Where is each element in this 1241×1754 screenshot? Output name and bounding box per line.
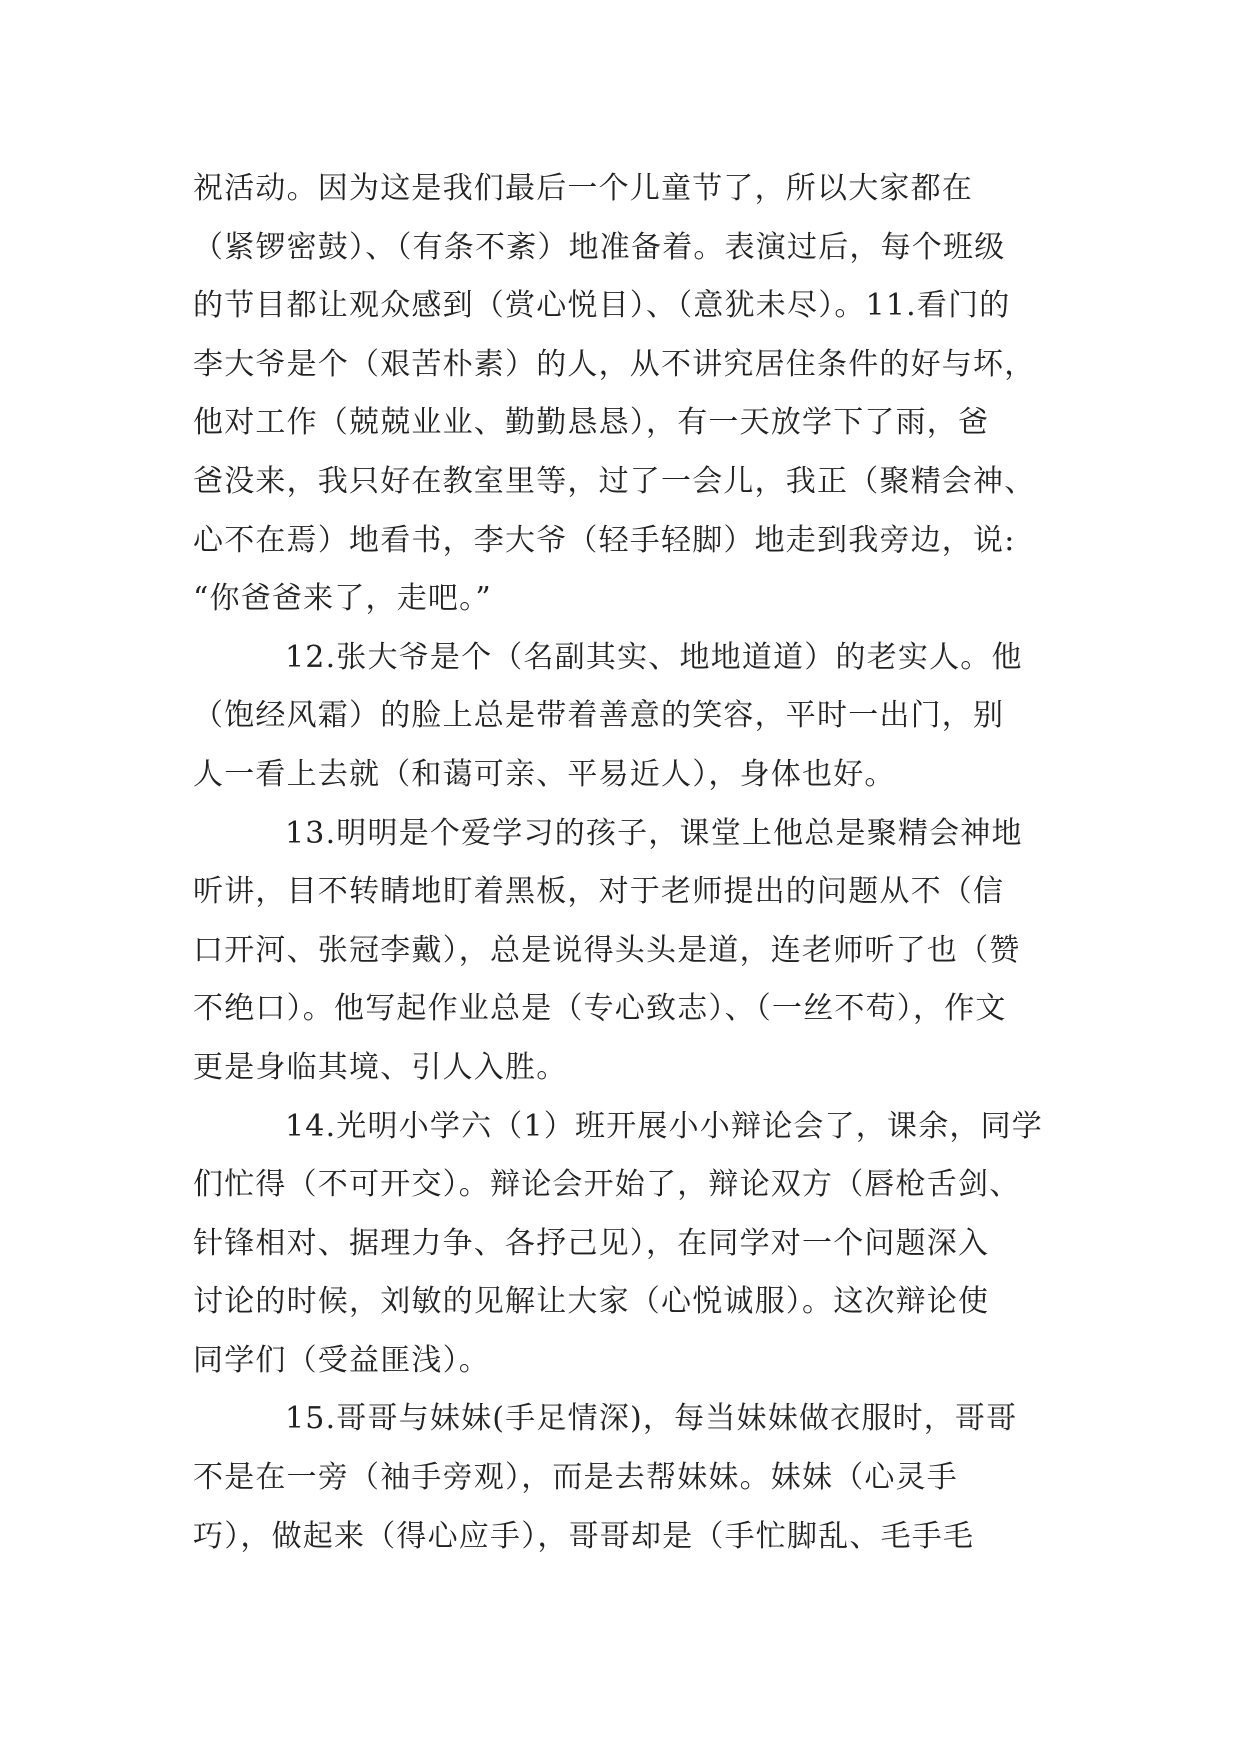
- text-line: 人一看上去就（和蔼可亲、平易近人），身体也好。: [193, 756, 896, 792]
- text-line: 不绝口）。他写起作业总是（专心致志）、（一丝不苟），作文: [193, 991, 1007, 1027]
- text-line: 听讲，目不转睛地盯着黑板，对于老师提出的问题从不（信: [193, 874, 1005, 910]
- paragraph-start-line: 13.明明是个爱学习的孩子，课堂上他总是聚精会神地: [285, 815, 1023, 851]
- text-line: 巧），做起来（得心应手），哥哥却是（手忙脚乱、毛手毛: [193, 1518, 975, 1554]
- text-line: 他对工作（兢兢业业、勤勤恳恳），有一天放学下了雨，爸: [193, 405, 990, 441]
- text-line: 祝活动。因为这是我们最后一个儿童节了，所以大家都在: [193, 171, 973, 206]
- text-line: 心不在焉）地看书，李大爷（轻手轻脚）地走到我旁边，说:: [193, 522, 1016, 558]
- text-line: 李大爷是个（艰苦朴素）的人，从不讲究居住条件的好与坏，: [193, 346, 1036, 382]
- text-line: “你爸爸来了，走吧。”: [193, 581, 492, 617]
- paragraph-start-line: 15.哥哥与妹妹(手足情深)，每当妹妹做衣服时，哥哥: [285, 1401, 1018, 1437]
- text-line: 更是身临其境、引人入胜。: [193, 1049, 568, 1085]
- paragraph-start-line: 12.张大爷是个（名副其实、地地道道）的老实人。他: [285, 639, 1023, 675]
- text-line: 口开河、张冠李戴），总是说得头头是道，连老师听了也（赞: [193, 932, 1021, 968]
- text-line: 的节目都让观众感到（赏心悦目）、（意犹未尽）。11.看门的: [193, 288, 1011, 324]
- text-line: 针锋相对、据理力争、各抒己见），在同学对一个问题深入: [193, 1225, 990, 1261]
- body-text: [193, 160, 1073, 1566]
- text-line: （紧锣密鼓）、（有条不紊）地准备着。表演过后，每个班级: [193, 229, 1006, 265]
- text-line: 讨论的时候，刘敏的见解让大家（心悦诚服）。这次辩论使: [193, 1284, 990, 1320]
- paragraph-start-line: 14.光明小学六（1）班开展小小辩论会了，课余，同学: [285, 1108, 1043, 1144]
- text-line: 同学们（受益匪浅）。: [193, 1342, 490, 1378]
- text-line: 不是在一旁（袖手旁观），而是去帮妹妹。妹妹（心灵手: [193, 1460, 958, 1496]
- text-line: （饱经风霜）的脸上总是带着善意的笑容，平时一出门，别: [193, 698, 1005, 734]
- text-line: 爸没来，我只好在教室里等，过了一会儿，我正（聚精会神、: [193, 463, 1036, 499]
- text-line: 们忙得（不可开交）。辩论会开始了，辩论双方（唇枪舌剑、: [193, 1167, 1021, 1203]
